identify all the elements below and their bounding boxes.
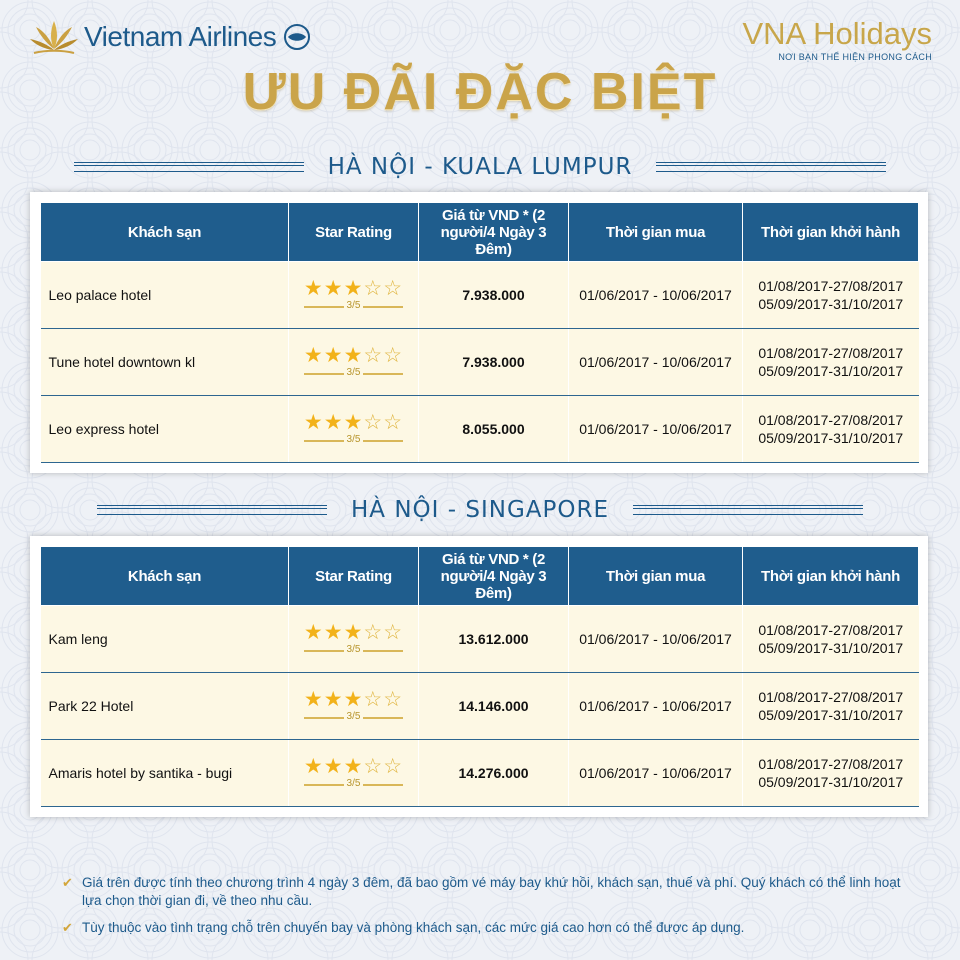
rating-value: 3/5 xyxy=(346,778,361,789)
star-rating xyxy=(289,262,419,329)
price: 7.938.000 xyxy=(419,329,569,396)
table-row xyxy=(41,329,919,396)
star-rating xyxy=(289,329,419,396)
column-header-rating: Star Rating xyxy=(289,547,419,606)
departure-period xyxy=(743,673,919,740)
price: 14.276.000 xyxy=(419,740,569,807)
departure-range: 05/09/2017-31/10/2017 xyxy=(758,707,904,723)
column-header-price: Giá từ VND * (2 người/4 Ngày 3 Đêm) xyxy=(419,547,569,606)
heading-rule xyxy=(74,162,304,172)
departure-range: 05/09/2017-31/10/2017 xyxy=(758,363,904,379)
rating-value: 3/5 xyxy=(346,367,361,378)
departure-period xyxy=(743,262,919,329)
price: 7.938.000 xyxy=(419,262,569,329)
offer-table-card-1 xyxy=(30,192,928,473)
departure-range: 01/08/2017-27/08/2017 xyxy=(758,689,904,705)
star-rating xyxy=(289,606,419,673)
holidays-tagline: NƠI BẠN THỂ HIỆN PHONG CÁCH xyxy=(778,52,932,62)
table-header-row xyxy=(41,547,919,606)
holidays-title: VNA Holidays xyxy=(742,16,932,51)
departure-range: 01/08/2017-27/08/2017 xyxy=(758,412,904,428)
rating-value: 3/5 xyxy=(346,644,361,655)
departure-range: 01/08/2017-27/08/2017 xyxy=(758,622,904,638)
column-header-hotel: Khách sạn xyxy=(41,203,289,262)
table-row xyxy=(41,606,919,673)
purchase-period: 01/06/2017 - 10/06/2017 xyxy=(569,673,743,740)
star-icon: ★★★ xyxy=(303,621,364,644)
star-outline-icon: ☆☆ xyxy=(363,277,404,300)
hotel-name: Amaris hotel by santika - bugi xyxy=(41,740,289,807)
brand-name: Vietnam Airlines xyxy=(84,21,277,52)
hotel-name: Kam leng xyxy=(41,606,289,673)
price: 13.612.000 xyxy=(419,606,569,673)
route-title: HÀ NỘI - SINGAPORE xyxy=(351,497,609,523)
purchase-period: 01/06/2017 - 10/06/2017 xyxy=(569,606,743,673)
star-outline-icon: ☆☆ xyxy=(363,621,404,644)
column-header-departure: Thời gian khởi hành xyxy=(743,547,919,606)
departure-period xyxy=(743,396,919,463)
check-icon: ✔ xyxy=(62,875,73,890)
departure-period xyxy=(743,606,919,673)
column-header-purchase: Thời gian mua xyxy=(569,547,743,606)
rating-value: 3/5 xyxy=(346,711,361,722)
hotel-name: Leo palace hotel xyxy=(41,262,289,329)
column-header-purchase: Thời gian mua xyxy=(569,203,743,262)
table-row xyxy=(41,262,919,329)
route-heading-1 xyxy=(0,154,960,180)
route-heading-2 xyxy=(0,497,960,523)
departure-range: 05/09/2017-31/10/2017 xyxy=(758,296,904,312)
star-icon: ★★★ xyxy=(303,277,364,300)
star-icon: ★★★ xyxy=(303,344,364,367)
departure-range: 01/08/2017-27/08/2017 xyxy=(758,345,904,361)
footnote-item xyxy=(62,874,922,910)
offer-table-card-2 xyxy=(30,536,928,817)
purchase-period: 01/06/2017 - 10/06/2017 xyxy=(569,329,743,396)
star-rating xyxy=(289,673,419,740)
departure-range: 05/09/2017-31/10/2017 xyxy=(758,774,904,790)
departure-range: 05/09/2017-31/10/2017 xyxy=(758,430,904,446)
purchase-period: 01/06/2017 - 10/06/2017 xyxy=(569,396,743,463)
star-icon: ★★★ xyxy=(303,688,364,711)
star-outline-icon: ☆☆ xyxy=(363,755,404,778)
price: 14.146.000 xyxy=(419,673,569,740)
offer-table xyxy=(40,546,919,807)
star-rating xyxy=(289,396,419,463)
table-row xyxy=(41,740,919,807)
star-outline-icon: ☆☆ xyxy=(363,344,404,367)
hotel-name: Leo express hotel xyxy=(41,396,289,463)
price: 8.055.000 xyxy=(419,396,569,463)
heading-rule xyxy=(633,505,863,515)
check-icon: ✔ xyxy=(62,920,73,935)
lotus-icon xyxy=(28,17,80,57)
star-icon: ★★★ xyxy=(303,755,364,778)
star-rating xyxy=(289,740,419,807)
footnote-text: Giá trên được tính theo chương trình 4 ngày 3 đêm, đã bao gồm vé máy bay khứ hồi, khách sạn, thuế và phí. Quý khách có thể linh hoạt lựa chọn thời gian đi, về theo nhu cầu. xyxy=(82,875,901,908)
offer-table xyxy=(40,202,919,463)
departure-range: 05/09/2017-31/10/2017 xyxy=(758,640,904,656)
rating-value: 3/5 xyxy=(346,300,361,311)
skyteam-icon xyxy=(282,22,312,52)
page-title: ƯU ĐÃI ĐẶC BIỆT xyxy=(242,63,718,121)
purchase-period: 01/06/2017 - 10/06/2017 xyxy=(569,262,743,329)
route-title: HÀ NỘI - KUALA LUMPUR xyxy=(327,154,633,180)
footnote-text: Tùy thuộc vào tình trạng chỗ trên chuyến bay và phòng khách sạn, các mức giá cao hơn có thể được áp dụng. xyxy=(82,920,745,935)
departure-range: 01/08/2017-27/08/2017 xyxy=(758,278,904,294)
star-outline-icon: ☆☆ xyxy=(363,411,404,434)
star-outline-icon: ☆☆ xyxy=(363,688,404,711)
footnote-item xyxy=(62,919,922,937)
column-header-rating: Star Rating xyxy=(289,203,419,262)
departure-range: 01/08/2017-27/08/2017 xyxy=(758,756,904,772)
purchase-period: 01/06/2017 - 10/06/2017 xyxy=(569,740,743,807)
heading-rule xyxy=(656,162,886,172)
table-header-row xyxy=(41,203,919,262)
column-header-departure: Thời gian khởi hành xyxy=(743,203,919,262)
departure-period xyxy=(743,740,919,807)
hotel-name: Tune hotel downtown kl xyxy=(41,329,289,396)
star-icon: ★★★ xyxy=(303,411,364,434)
table-row xyxy=(41,396,919,463)
table-row xyxy=(41,673,919,740)
hotel-name: Park 22 Hotel xyxy=(41,673,289,740)
heading-rule xyxy=(97,505,327,515)
column-header-hotel: Khách sạn xyxy=(41,547,289,606)
departure-period xyxy=(743,329,919,396)
vietnam-airlines-logo xyxy=(28,14,312,60)
rating-value: 3/5 xyxy=(346,434,361,445)
vna-holidays-logo xyxy=(742,16,932,62)
footnotes xyxy=(62,874,922,946)
column-header-price: Giá từ VND * (2 người/4 Ngày 3 Đêm) xyxy=(419,203,569,262)
